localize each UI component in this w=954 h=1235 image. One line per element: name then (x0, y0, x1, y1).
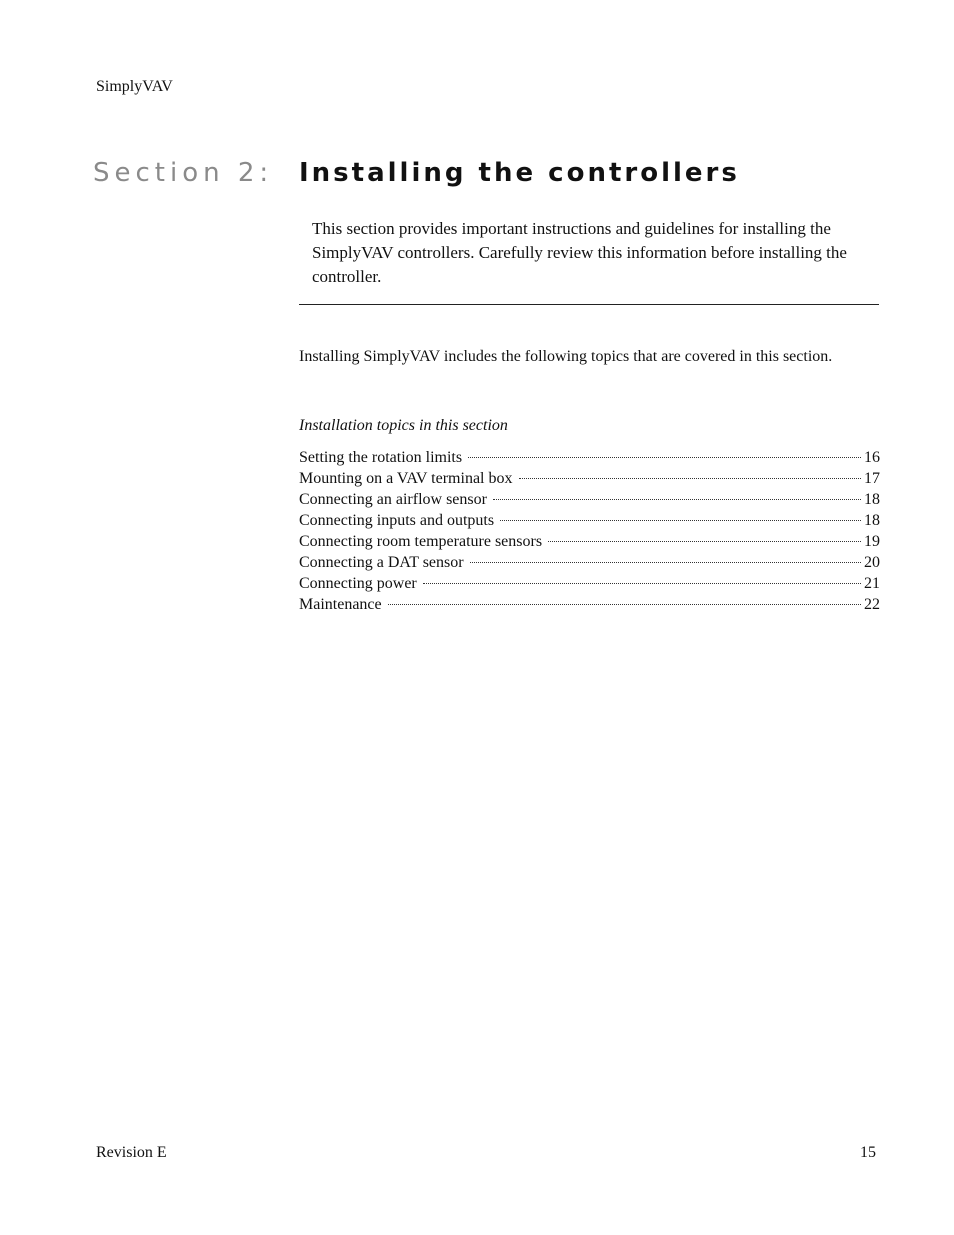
running-header-product: SimplyVAV (96, 78, 173, 95)
toc-item-room-temp-sensors[interactable] (299, 531, 880, 552)
toc-dot-leader (423, 583, 861, 584)
toc-dot-leader (500, 520, 861, 521)
toc-item-title: Connecting inputs and outputs (299, 512, 495, 529)
toc-item-page: 16 (864, 449, 880, 466)
toc-item-power[interactable] (299, 573, 880, 594)
toc-dot-leader (519, 478, 862, 479)
section-number-label: Section 2: (93, 158, 274, 188)
toc-dot-leader (468, 457, 861, 458)
body-paragraph: Installing SimplyVAV includes the following topics that are covered in this section. (299, 348, 833, 365)
toc-item-rotation-limits[interactable] (299, 447, 880, 468)
toc-item-title: Connecting power (299, 575, 417, 592)
toc-item-title: Connecting room temperature sensors (299, 533, 543, 550)
section-intro-text: This section provides important instructions and guidelines for installing the SimplyVAV controllers. Carefully review this information before installing the controller. (312, 219, 847, 286)
toc-item-dat-sensor[interactable] (299, 552, 880, 573)
toc-item-airflow-sensor[interactable] (299, 489, 880, 510)
toc-item-title: Connecting a DAT sensor (299, 554, 464, 571)
toc-item-page: 21 (864, 575, 880, 592)
toc-dot-leader (548, 541, 861, 542)
toc-item-page: 22 (864, 596, 880, 613)
toc-item-title: Mounting on a VAV terminal box (299, 470, 513, 487)
toc-item-page: 20 (864, 554, 880, 571)
section-intro-box (299, 217, 879, 305)
toc-item-title: Maintenance (299, 596, 382, 613)
toc-dot-leader (493, 499, 861, 500)
toc-list (299, 447, 880, 615)
footer-revision: Revision E (96, 1144, 167, 1161)
toc-item-page: 18 (864, 512, 880, 529)
toc-item-page: 17 (864, 470, 880, 487)
section-title: Installing the controllers (299, 158, 740, 188)
toc-item-maintenance[interactable] (299, 594, 880, 615)
toc-item-page: 19 (864, 533, 880, 550)
toc-dot-leader (470, 562, 861, 563)
toc-dot-leader (388, 604, 861, 605)
toc-heading: Installation topics in this section (299, 417, 508, 434)
toc-item-inputs-outputs[interactable] (299, 510, 880, 531)
toc-item-mounting[interactable] (299, 468, 880, 489)
footer-page-number: 15 (860, 1144, 876, 1161)
toc-item-page: 18 (864, 491, 880, 508)
toc-item-title: Connecting an airflow sensor (299, 491, 487, 508)
toc-item-title: Setting the rotation limits (299, 449, 463, 466)
